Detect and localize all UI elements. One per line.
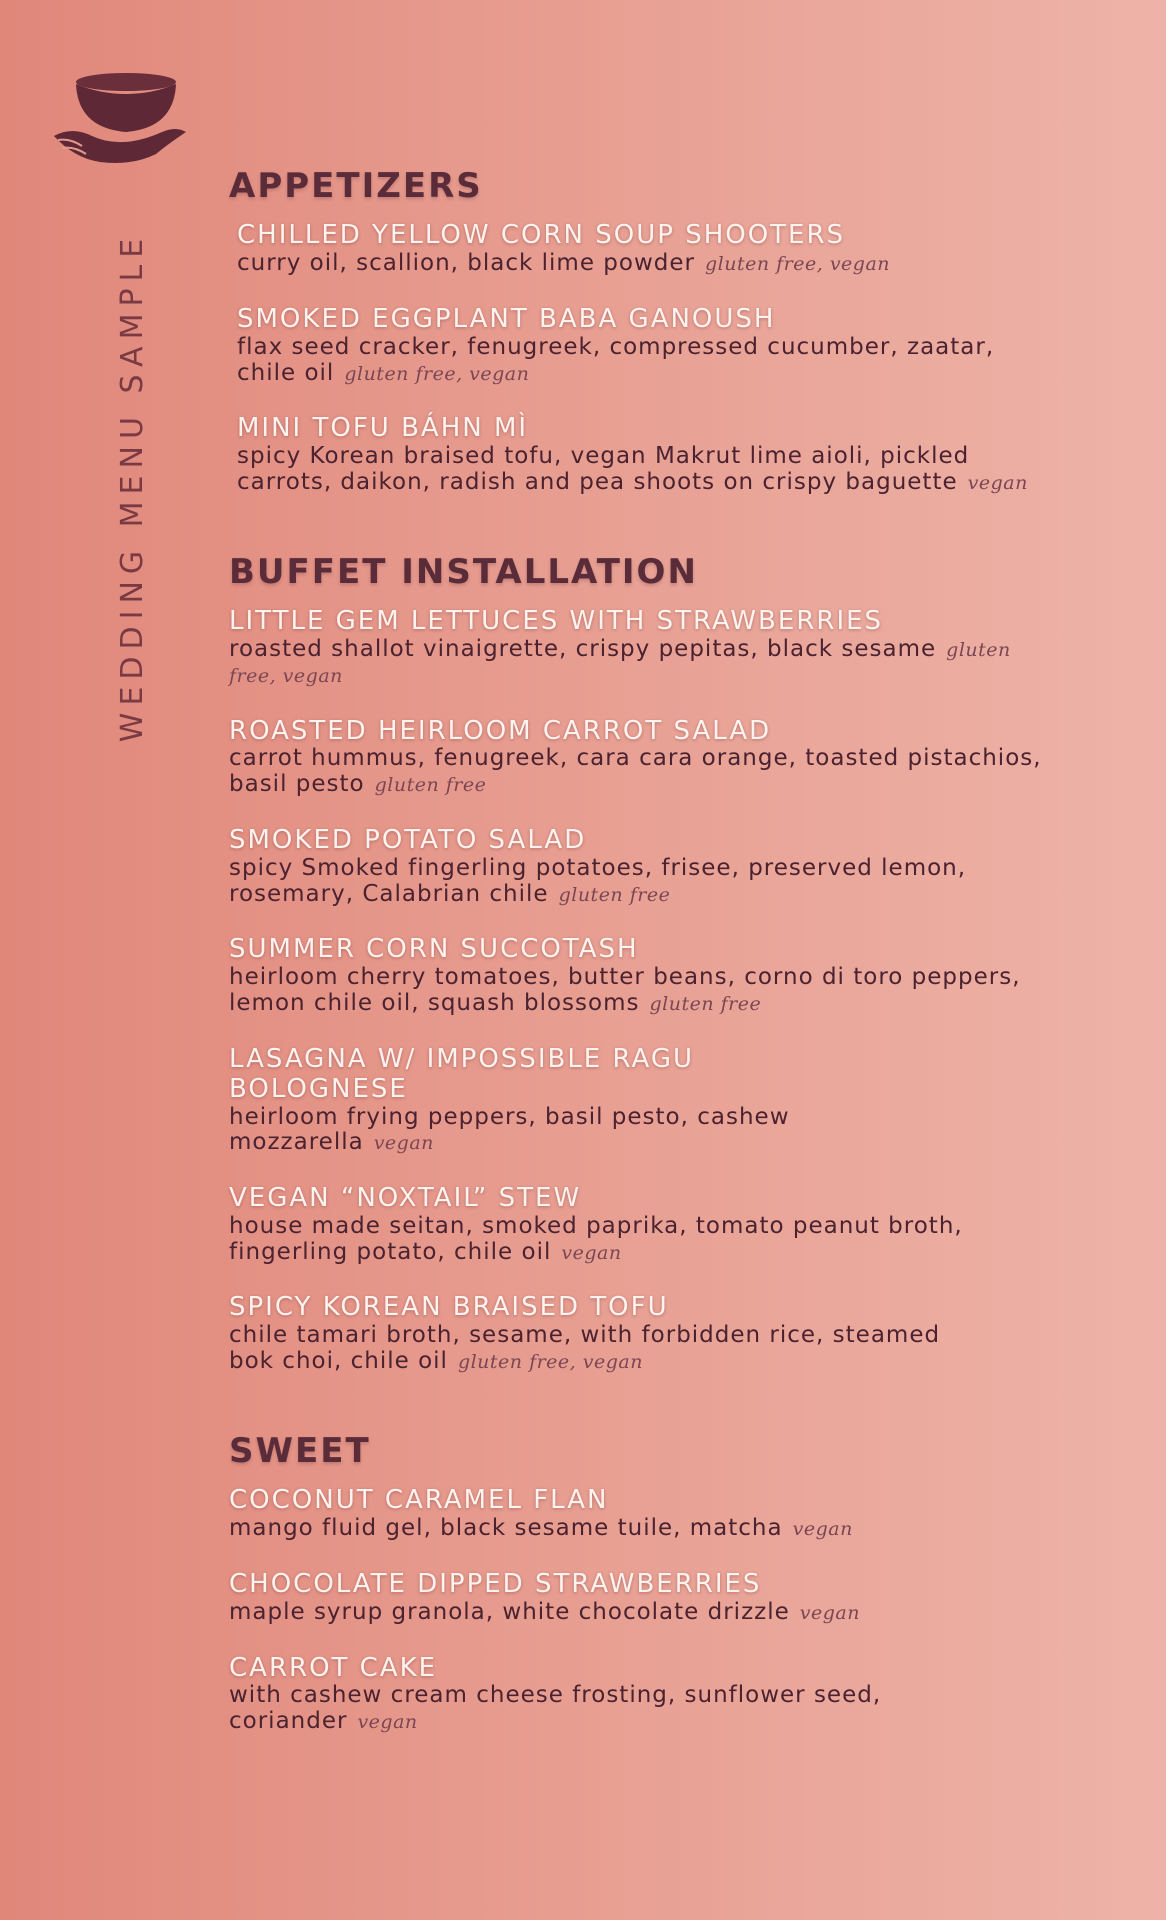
item-desc-text: with cashew cream cheese frosting, sunflower seed, coriander bbox=[229, 1682, 882, 1735]
item-name: SPICY KOREAN BRAISED TOFU bbox=[229, 1292, 669, 1323]
item-name: CARROT CAKE bbox=[229, 1652, 438, 1683]
item-name: CHOCOLATE DIPPED STRAWBERRIES bbox=[229, 1568, 762, 1599]
item-description bbox=[229, 637, 1059, 689]
item-desc-text: spicy Korean braised tofu, vegan Makrut lime aioli, pickled carrots, daikon, radish and pea shoots on crispy baguette bbox=[237, 443, 970, 496]
item-name: SUMMER CORN SUCCOTASH bbox=[229, 934, 639, 965]
menu-item bbox=[229, 1570, 1059, 1626]
item-desc-text: heirloom frying peppers, basil pesto, cashew mozzarella bbox=[229, 1103, 790, 1156]
dietary-tag: vegan bbox=[967, 472, 1028, 495]
item-desc-text: heirloom cherry tomatoes, butter beans, corno di toro peppers, lemon chile oil, squash blossoms bbox=[229, 964, 1021, 1017]
item-name: SMOKED POTATO SALAD bbox=[229, 824, 587, 855]
vertical-page-title: WEDDING MENU SAMPLE bbox=[115, 231, 150, 743]
item-description bbox=[229, 1516, 1059, 1542]
item-description bbox=[229, 1600, 1059, 1626]
item-name: ROASTED HEIRLOOM CARROT SALAD bbox=[229, 715, 772, 746]
item-description bbox=[229, 746, 1059, 798]
dietary-tag: gluten free bbox=[649, 993, 762, 1016]
item-name: MINI TOFU BÁHN MÌ bbox=[237, 413, 529, 444]
item-desc-text: flax seed cracker, fenugreek, compressed cucumber, zaatar, chile oil bbox=[237, 333, 995, 386]
item-description bbox=[229, 965, 1059, 1017]
item-name: VEGAN “NOXTAIL” STEW bbox=[229, 1183, 582, 1214]
bowl-in-hand-icon bbox=[52, 70, 186, 166]
item-desc-text: maple syrup granola, white chocolate drizzle bbox=[229, 1598, 790, 1625]
dietary-tag: gluten free, vegan bbox=[705, 253, 891, 276]
menu-item bbox=[229, 1045, 1059, 1156]
section-title: BUFFET INSTALLATION bbox=[229, 551, 698, 592]
dietary-tag: vegan bbox=[357, 1711, 418, 1734]
menu-item bbox=[229, 414, 1059, 495]
item-desc-text: chile tamari broth, sesame, with forbidden rice, steamed bok choi, chile oil bbox=[229, 1322, 941, 1375]
menu bbox=[229, 168, 1059, 1793]
menu-item bbox=[229, 305, 1059, 386]
item-description bbox=[229, 1683, 1059, 1735]
dietary-tag: gluten free bbox=[558, 883, 671, 906]
item-description bbox=[237, 335, 1059, 387]
section-title: SWEET bbox=[229, 1430, 371, 1471]
dietary-tag: vegan bbox=[799, 1601, 860, 1624]
menu-item bbox=[229, 717, 1059, 798]
item-name: CHILLED YELLOW CORN SOUP SHOOTERS bbox=[237, 220, 846, 251]
item-desc-text: carrot hummus, fenugreek, cara cara orange, toasted pistachios, basil pesto bbox=[229, 745, 1042, 798]
menu-item bbox=[229, 1184, 1059, 1265]
menu-item bbox=[229, 1293, 1059, 1374]
dietary-tag: vegan bbox=[792, 1518, 853, 1541]
menu-item bbox=[229, 826, 1059, 907]
dietary-tag: vegan bbox=[561, 1241, 622, 1264]
menu-item bbox=[229, 221, 1059, 277]
dietary-tag: gluten free, vegan bbox=[457, 1351, 643, 1374]
dietary-tag: vegan bbox=[373, 1132, 434, 1155]
section-title: APPETIZERS bbox=[229, 166, 483, 206]
item-desc-text: roasted shallot vinaigrette, crispy pepitas, black sesame bbox=[229, 636, 937, 663]
section-sweet bbox=[229, 1430, 1059, 1735]
dietary-tag: gluten free, vegan bbox=[344, 362, 530, 385]
item-desc-text: curry oil, scallion, black lime powder bbox=[237, 250, 695, 277]
item-name: SMOKED EGGPLANT BABA GANOUSH bbox=[237, 304, 776, 335]
dietary-tag: gluten free, vegan bbox=[229, 639, 1011, 687]
menu-item bbox=[229, 607, 1059, 688]
item-description bbox=[229, 856, 1059, 908]
item-description bbox=[229, 1323, 989, 1375]
dietary-tag: gluten free bbox=[374, 774, 487, 797]
item-description bbox=[237, 444, 1059, 496]
item-name: LITTLE GEM LETTUCES WITH STRAWBERRIES bbox=[229, 606, 884, 637]
item-description bbox=[237, 251, 1059, 277]
item-desc-text: mango fluid gel, black sesame tuile, matcha bbox=[229, 1515, 783, 1542]
item-desc-text: house made seitan, smoked paprika, tomato peanut broth, fingerling potato, chile oil bbox=[229, 1212, 963, 1265]
section-appetizers bbox=[229, 168, 1059, 496]
menu-item bbox=[229, 1486, 1059, 1542]
menu-item bbox=[229, 1654, 1059, 1735]
section-buffet-installation bbox=[229, 551, 1059, 1375]
item-name: COCONUT CARAMEL FLAN bbox=[229, 1485, 609, 1516]
item-description bbox=[229, 1214, 1059, 1266]
item-description bbox=[229, 1105, 929, 1157]
menu-item bbox=[229, 935, 1059, 1016]
item-desc-text: spicy Smoked fingerling potatoes, frisee, preserved lemon, rosemary, Calabrian chile bbox=[229, 854, 967, 907]
item-name: LASAGNA W/ IMPOSSIBLE RAGU BOLOGNESE bbox=[229, 1043, 695, 1104]
